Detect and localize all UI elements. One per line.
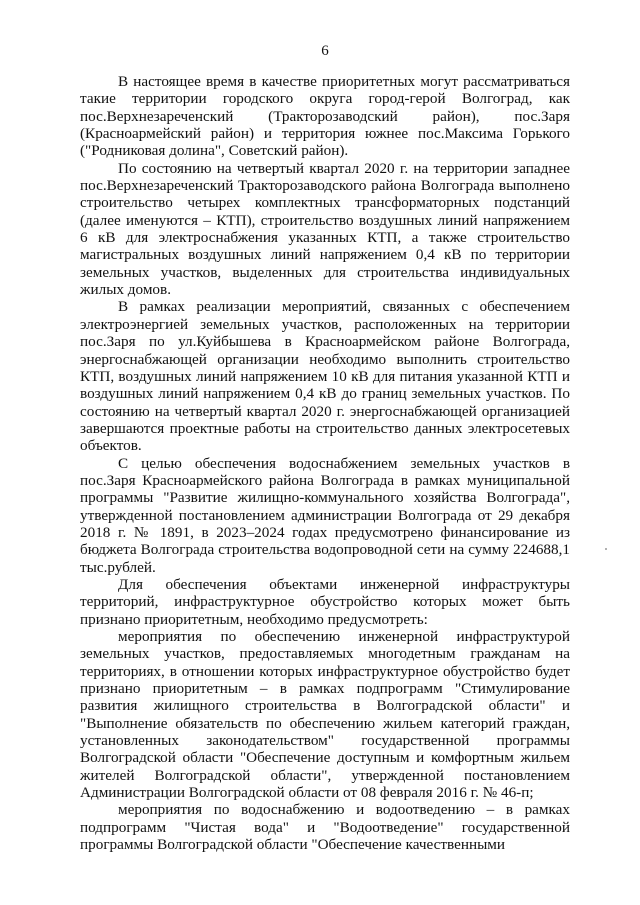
paragraph-zarya-electricity: В рамках реализации мероприятий, связанных с обеспечением электроэнергией земельных участков, расположенных на территории пос.Заря по ул.Куйбышева в Красноармейском районе Волгограда, энергоснабжающей организации необходимо выполнить строительство КТП, воздушных линий напряжением 10 кВ для питания указанной КТП и воздушных линий напряжением 0,4 кВ до границ земельных участков. По состоянию на четвертый квартал 2020 г. энергоснабжающей организацией завершаются проектные работы на строительство данных электросетевых объектов. — [80, 298, 570, 455]
paragraph-large-families-measures: мероприятия по обеспечению инженерной инфраструктурой земельных участков, предоставляемых многодетным гражданам на территориях, в отношении которых инфраструктурное обустройство будет признано приоритетным – в рамках подпрограмм "Стимулирование развития жилищного строительства в Волгоградской области" и "Выполнение обязательств по обеспечению жильем категорий граждан, установленных законодательством" государственной программы Волгоградской области "Обеспечение доступным и комфортным жильем жителей Волгоградской области", утвержденной постановлением Администрации Волгоградской области от 08 февраля 2016 г. № 46-п; — [80, 628, 570, 802]
paragraph-infrastructure-intro: Для обеспечения объектами инженерной инфраструктуры территорий, инфраструктурное обустройство которых может быть признано приоритетным, необходимо предусмотреть: — [80, 575, 570, 628]
document-body — [80, 73, 570, 853]
page-number: 6 — [321, 43, 329, 59]
paragraph-zarya-water-supply: С целью обеспечения водоснабжением земельных участков в пос.Заря Красноармейского района Волгограда в рамках муниципальной программы "Развитие жилищно-коммунального хозяйства Волгограда", утвержденной постановлением администрации Волгограда от 29 декабря 2018 г. № 1891, в 2023–2024 годах предусмотрено финансирование из бюджета Волгограда строительства водопроводной сети на сумму 224688,1 тыс.рублей. — [80, 454, 570, 576]
paragraph-verkhnezarechensky-electricity: По состоянию на четвертый квартал 2020 г. на территории западнее пос.Верхнезареченский Тракторозаводского района Волгограда выполнено строительство четырех комплектных трансформаторных подстанций (далее именуются – КТП), строительство воздушных линий напряжением 6 кВ для электроснабжения указанных КТП, а также строительство магистральных воздушных линий напряжением 0,4 кВ по территории земельных участков, выделенных для строительства индивидуальных жилых домов. — [80, 159, 570, 299]
paragraph-water-measures: мероприятия по водоснабжению и водоотведению – в рамках подпрограмм "Чистая вода" и "Водоотведение" государственной программы Волгоградской области "Обеспечение качественными — [80, 801, 570, 854]
document-page — [80, 0, 570, 905]
scan-artifact-dot — [605, 548, 607, 550]
paragraph-priority-territories: В настоящее время в качестве приоритетных могут рассматриваться такие территории городского округа город-герой Волгоград, как пос.Верхнезареченский (Тракторозаводский район), пос.Заря (Красноармейский район) и территория южнее пос.Максима Горького ("Родниковая долина", Советский район). — [80, 73, 570, 160]
